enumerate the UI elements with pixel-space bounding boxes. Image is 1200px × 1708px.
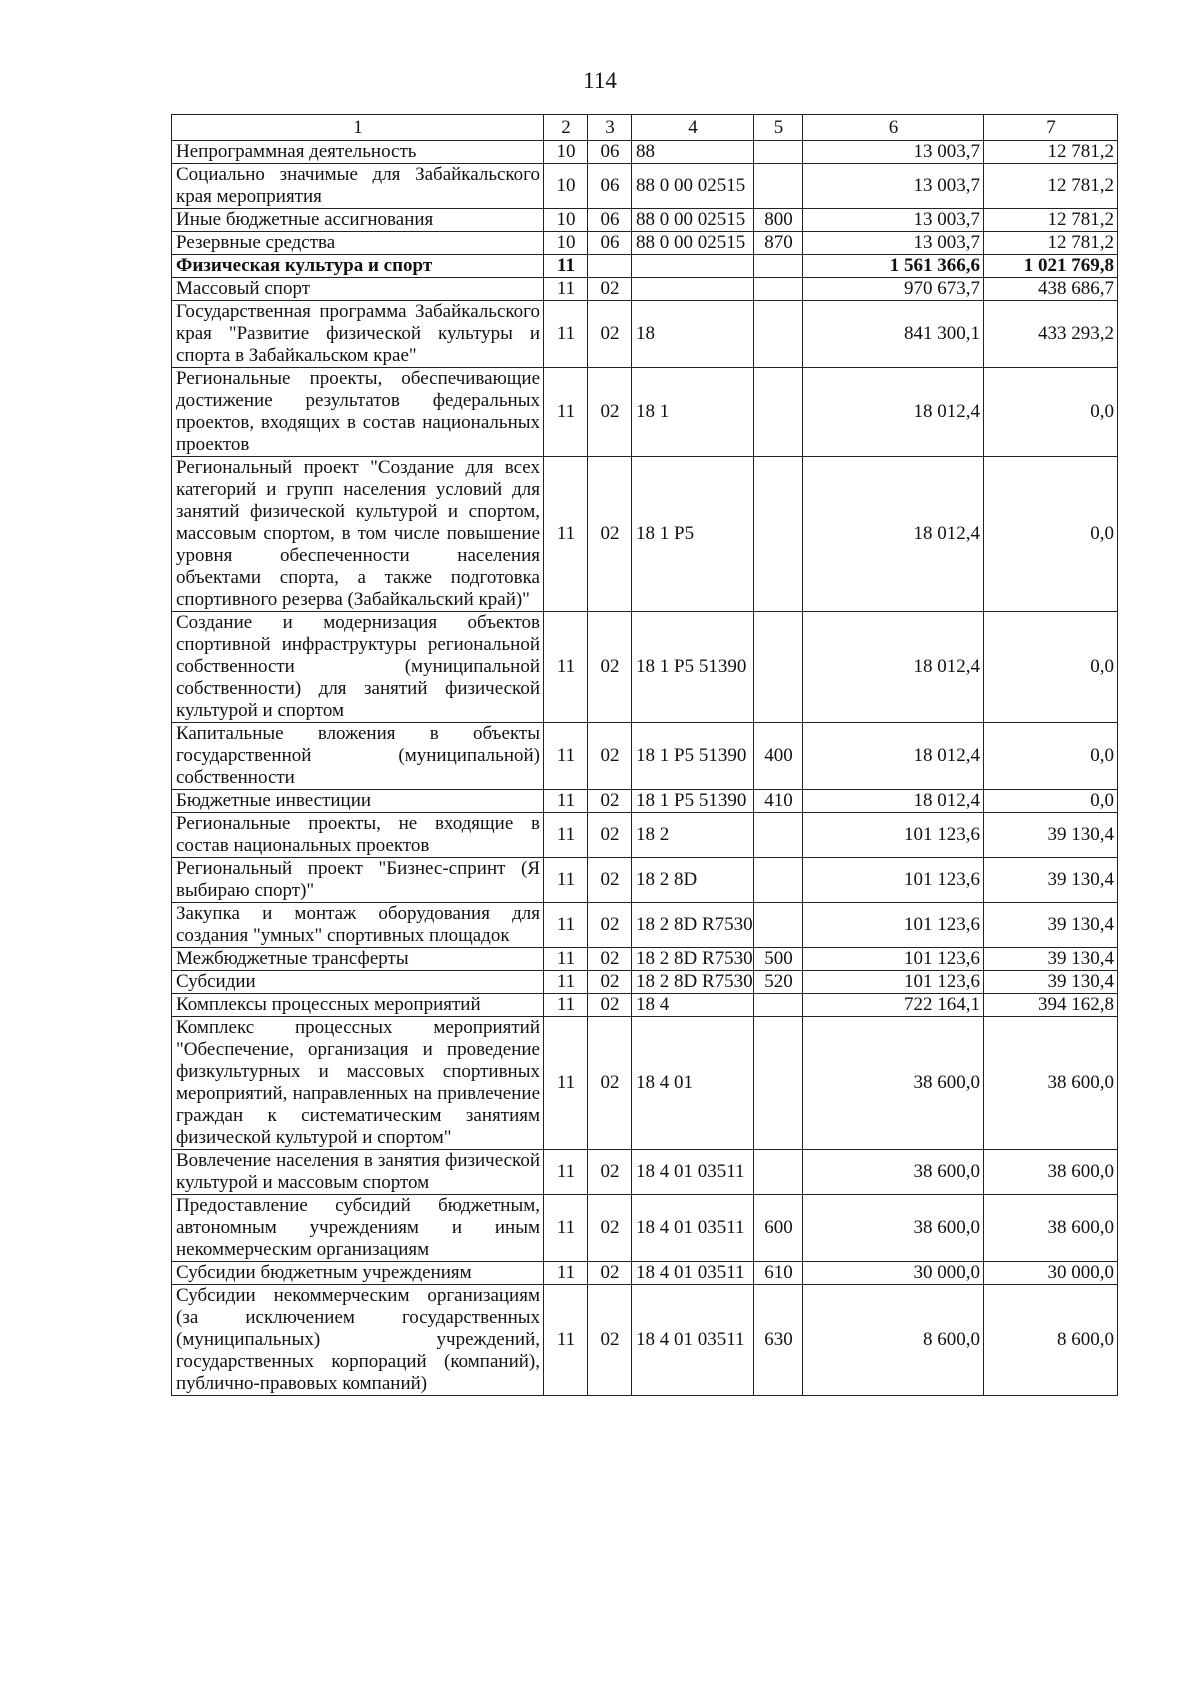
amount-2026-cell: 13 003,7 <box>803 209 984 232</box>
row-name-cell: Комплексы процессных мероприятий <box>172 994 544 1017</box>
amount-2027-cell: 39 130,4 <box>984 903 1118 948</box>
target-article-cell: 18 2 8D R7530 <box>632 903 754 948</box>
section-code-cell: 11 <box>544 1262 588 1285</box>
amount-2026-cell: 1 561 366,6 <box>803 255 984 278</box>
target-article-cell: 18 4 01 03511 <box>632 1195 754 1262</box>
amount-2027-cell: 433 293,2 <box>984 301 1118 368</box>
amount-2027-cell: 38 600,0 <box>984 1150 1118 1195</box>
table-row <box>172 232 1118 255</box>
column-header: 6 <box>803 115 984 141</box>
table-row <box>172 612 1118 723</box>
section-code-cell: 11 <box>544 994 588 1017</box>
expense-type-cell: 610 <box>754 1262 803 1285</box>
target-article-cell: 18 2 8D <box>632 858 754 903</box>
expense-type-cell <box>754 164 803 209</box>
amount-2027-cell: 30 000,0 <box>984 1262 1118 1285</box>
section-code-cell: 11 <box>544 255 588 278</box>
amount-2026-cell: 18 012,4 <box>803 368 984 457</box>
page-number: 114 <box>583 68 617 93</box>
amount-2027-cell: 1 021 769,8 <box>984 255 1118 278</box>
subsection-code-cell: 02 <box>588 457 632 612</box>
table-row <box>172 994 1118 1017</box>
section-code-cell: 11 <box>544 301 588 368</box>
amount-2026-cell: 13 003,7 <box>803 232 984 255</box>
amount-2026-cell: 18 012,4 <box>803 790 984 813</box>
amount-2027-cell: 0,0 <box>984 790 1118 813</box>
section-code-cell: 11 <box>544 278 588 301</box>
amount-2027-cell: 0,0 <box>984 457 1118 612</box>
section-code-cell: 11 <box>544 1017 588 1150</box>
amount-2026-cell: 38 600,0 <box>803 1017 984 1150</box>
subsection-code-cell: 02 <box>588 790 632 813</box>
column-header: 4 <box>632 115 754 141</box>
expense-type-cell <box>754 612 803 723</box>
amount-2026-cell: 38 600,0 <box>803 1195 984 1262</box>
section-code-cell: 10 <box>544 209 588 232</box>
amount-2026-cell: 38 600,0 <box>803 1150 984 1195</box>
table-row <box>172 971 1118 994</box>
row-name-cell: Предоставление субсидий бюджетным, автономным учреждениям и иным некоммерческим организациям <box>172 1195 544 1262</box>
expense-type-cell: 600 <box>754 1195 803 1262</box>
table-row <box>172 1195 1118 1262</box>
subsection-code-cell <box>588 255 632 278</box>
subsection-code-cell: 02 <box>588 1150 632 1195</box>
target-article-cell: 88 0 00 02515 <box>632 209 754 232</box>
row-name-cell: Бюджетные инвестиции <box>172 790 544 813</box>
row-name-cell: Региональные проекты, не входящие в состав национальных проектов <box>172 813 544 858</box>
section-code-cell: 10 <box>544 232 588 255</box>
section-code-cell: 11 <box>544 1150 588 1195</box>
row-name-cell: Закупка и монтаж оборудования для создания "умных" спортивных площадок <box>172 903 544 948</box>
subsection-code-cell: 02 <box>588 1195 632 1262</box>
amount-2027-cell: 39 130,4 <box>984 813 1118 858</box>
amount-2026-cell: 841 300,1 <box>803 301 984 368</box>
column-header: 5 <box>754 115 803 141</box>
subsection-code-cell: 02 <box>588 1262 632 1285</box>
row-name-cell: Комплекс процессных мероприятий "Обеспечение, организация и проведение физкультурных и массовых спортивных мероприятий, направленных на привлечение граждан к систематическим занятиям физической культурой и спортом" <box>172 1017 544 1150</box>
expense-type-cell <box>754 457 803 612</box>
column-header: 3 <box>588 115 632 141</box>
row-name-cell: Государственная программа Забайкальского края "Развитие физической культуры и спорта в Забайкальском крае" <box>172 301 544 368</box>
row-name-cell: Иные бюджетные ассигнования <box>172 209 544 232</box>
section-code-cell: 11 <box>544 723 588 790</box>
amount-2027-cell: 12 781,2 <box>984 141 1118 164</box>
amount-2026-cell: 30 000,0 <box>803 1262 984 1285</box>
section-code-cell: 10 <box>544 141 588 164</box>
section-code-cell: 11 <box>544 790 588 813</box>
amount-2027-cell: 38 600,0 <box>984 1195 1118 1262</box>
expense-type-cell <box>754 368 803 457</box>
amount-2027-cell: 39 130,4 <box>984 971 1118 994</box>
expense-type-cell: 400 <box>754 723 803 790</box>
table-row <box>172 457 1118 612</box>
target-article-cell: 18 1 P5 51390 <box>632 612 754 723</box>
subsection-code-cell: 02 <box>588 971 632 994</box>
amount-2026-cell: 722 164,1 <box>803 994 984 1017</box>
table-row <box>172 1285 1118 1396</box>
expense-type-cell: 630 <box>754 1285 803 1396</box>
target-article-cell <box>632 255 754 278</box>
amount-2026-cell: 18 012,4 <box>803 723 984 790</box>
section-code-cell: 11 <box>544 368 588 457</box>
subsection-code-cell: 02 <box>588 903 632 948</box>
table-row <box>172 1150 1118 1195</box>
row-name-cell: Капитальные вложения в объекты государственной (муниципальной) собственности <box>172 723 544 790</box>
table-row <box>172 1017 1118 1150</box>
amount-2027-cell: 39 130,4 <box>984 948 1118 971</box>
table-row <box>172 1262 1118 1285</box>
row-name-cell: Вовлечение населения в занятия физической культурой и массовым спортом <box>172 1150 544 1195</box>
amount-2026-cell: 101 123,6 <box>803 971 984 994</box>
expense-type-cell: 520 <box>754 971 803 994</box>
table-row <box>172 278 1118 301</box>
target-article-cell: 18 1 P5 <box>632 457 754 612</box>
expense-type-cell: 410 <box>754 790 803 813</box>
expense-type-cell <box>754 858 803 903</box>
subsection-code-cell: 02 <box>588 813 632 858</box>
section-code-cell: 11 <box>544 971 588 994</box>
amount-2027-cell: 394 162,8 <box>984 994 1118 1017</box>
row-name-cell: Субсидии некоммерческим организациям (за исключением государственных (муниципальных) учреждений, государственных корпораций (компаний), публично-правовых компаний) <box>172 1285 544 1396</box>
row-name-cell: Региональные проекты, обеспечивающие достижение результатов федеральных проектов, входящих в состав национальных проектов <box>172 368 544 457</box>
section-code-cell: 10 <box>544 164 588 209</box>
budget-table <box>171 114 1118 1396</box>
header-row <box>172 115 1118 141</box>
target-article-cell: 18 4 <box>632 994 754 1017</box>
expense-type-cell: 800 <box>754 209 803 232</box>
expense-type-cell <box>754 1150 803 1195</box>
expense-type-cell <box>754 301 803 368</box>
subsection-code-cell: 02 <box>588 368 632 457</box>
expense-type-cell <box>754 278 803 301</box>
column-header: 7 <box>984 115 1118 141</box>
table-row <box>172 368 1118 457</box>
row-name-cell: Региональный проект "Бизнес-спринт (Я выбираю спорт)" <box>172 858 544 903</box>
amount-2027-cell: 38 600,0 <box>984 1017 1118 1150</box>
amount-2027-cell: 8 600,0 <box>984 1285 1118 1396</box>
table-row <box>172 813 1118 858</box>
amount-2027-cell: 0,0 <box>984 368 1118 457</box>
row-name-cell: Межбюджетные трансферты <box>172 948 544 971</box>
subsection-code-cell: 02 <box>588 994 632 1017</box>
row-name-cell: Непрограммная деятельность <box>172 141 544 164</box>
subsection-code-cell: 06 <box>588 141 632 164</box>
table-row <box>172 164 1118 209</box>
amount-2027-cell: 438 686,7 <box>984 278 1118 301</box>
target-article-cell: 18 4 01 03511 <box>632 1150 754 1195</box>
table-row <box>172 209 1118 232</box>
target-article-cell: 18 1 P5 51390 <box>632 790 754 813</box>
subsection-code-cell: 06 <box>588 232 632 255</box>
amount-2026-cell: 101 123,6 <box>803 813 984 858</box>
table-row <box>172 255 1118 278</box>
table-row <box>172 141 1118 164</box>
amount-2026-cell: 101 123,6 <box>803 858 984 903</box>
table-row <box>172 903 1118 948</box>
row-name-cell: Субсидии бюджетным учреждениям <box>172 1262 544 1285</box>
section-code-cell: 11 <box>544 948 588 971</box>
amount-2026-cell: 13 003,7 <box>803 141 984 164</box>
expense-type-cell <box>754 903 803 948</box>
subsection-code-cell: 06 <box>588 209 632 232</box>
target-article-cell: 18 2 8D R7530 <box>632 948 754 971</box>
table-row <box>172 790 1118 813</box>
column-header: 2 <box>544 115 588 141</box>
expense-type-cell <box>754 1017 803 1150</box>
target-article-cell: 88 0 00 02515 <box>632 164 754 209</box>
expense-type-cell <box>754 813 803 858</box>
table-row <box>172 948 1118 971</box>
target-article-cell: 18 2 <box>632 813 754 858</box>
amount-2026-cell: 8 600,0 <box>803 1285 984 1396</box>
row-name-cell: Резервные средства <box>172 232 544 255</box>
subsection-code-cell: 02 <box>588 612 632 723</box>
section-code-cell: 11 <box>544 457 588 612</box>
target-article-cell: 18 4 01 03511 <box>632 1285 754 1396</box>
table-row <box>172 301 1118 368</box>
amount-2026-cell: 101 123,6 <box>803 903 984 948</box>
expense-type-cell <box>754 994 803 1017</box>
target-article-cell <box>632 278 754 301</box>
amount-2026-cell: 13 003,7 <box>803 164 984 209</box>
target-article-cell: 18 4 01 <box>632 1017 754 1150</box>
section-code-cell: 11 <box>544 612 588 723</box>
target-article-cell: 18 2 8D R7530 <box>632 971 754 994</box>
section-code-cell: 11 <box>544 858 588 903</box>
amount-2027-cell: 12 781,2 <box>984 232 1118 255</box>
row-name-cell: Создание и модернизация объектов спортивной инфраструктуры региональной собственности (муниципальной собственности) для занятий физической культурой и спортом <box>172 612 544 723</box>
amount-2027-cell: 12 781,2 <box>984 164 1118 209</box>
target-article-cell: 18 4 01 03511 <box>632 1262 754 1285</box>
amount-2027-cell: 12 781,2 <box>984 209 1118 232</box>
row-name-cell: Социально значимые для Забайкальского края мероприятия <box>172 164 544 209</box>
section-code-cell: 11 <box>544 1195 588 1262</box>
target-article-cell: 88 <box>632 141 754 164</box>
amount-2026-cell: 18 012,4 <box>803 612 984 723</box>
target-article-cell: 18 <box>632 301 754 368</box>
target-article-cell: 88 0 00 02515 <box>632 232 754 255</box>
expense-type-cell <box>754 255 803 278</box>
subsection-code-cell: 02 <box>588 948 632 971</box>
amount-2026-cell: 101 123,6 <box>803 948 984 971</box>
section-code-cell: 11 <box>544 1285 588 1396</box>
amount-2026-cell: 18 012,4 <box>803 457 984 612</box>
subsection-code-cell: 02 <box>588 1285 632 1396</box>
row-name-cell: Массовый спорт <box>172 278 544 301</box>
subsection-code-cell: 02 <box>588 1017 632 1150</box>
subsection-code-cell: 02 <box>588 278 632 301</box>
column-header: 1 <box>172 115 544 141</box>
subsection-code-cell: 02 <box>588 301 632 368</box>
expense-type-cell: 870 <box>754 232 803 255</box>
subsection-code-cell: 02 <box>588 858 632 903</box>
amount-2027-cell: 0,0 <box>984 723 1118 790</box>
amount-2026-cell: 970 673,7 <box>803 278 984 301</box>
row-name-cell: Физическая культура и спорт <box>172 255 544 278</box>
table-row <box>172 858 1118 903</box>
amount-2027-cell: 0,0 <box>984 612 1118 723</box>
row-name-cell: Субсидии <box>172 971 544 994</box>
amount-2027-cell: 39 130,4 <box>984 858 1118 903</box>
subsection-code-cell: 06 <box>588 164 632 209</box>
expense-type-cell: 500 <box>754 948 803 971</box>
table-row <box>172 723 1118 790</box>
subsection-code-cell: 02 <box>588 723 632 790</box>
row-name-cell: Региональный проект "Создание для всех категорий и групп населения условий для занятий физической культурой и спортом, массовым спортом, в том числе повышение уровня обеспеченности населения объектами спорта, а также подготовка спортивного резерва (Забайкальский край)" <box>172 457 544 612</box>
expense-type-cell <box>754 141 803 164</box>
section-code-cell: 11 <box>544 903 588 948</box>
target-article-cell: 18 1 <box>632 368 754 457</box>
section-code-cell: 11 <box>544 813 588 858</box>
target-article-cell: 18 1 P5 51390 <box>632 723 754 790</box>
